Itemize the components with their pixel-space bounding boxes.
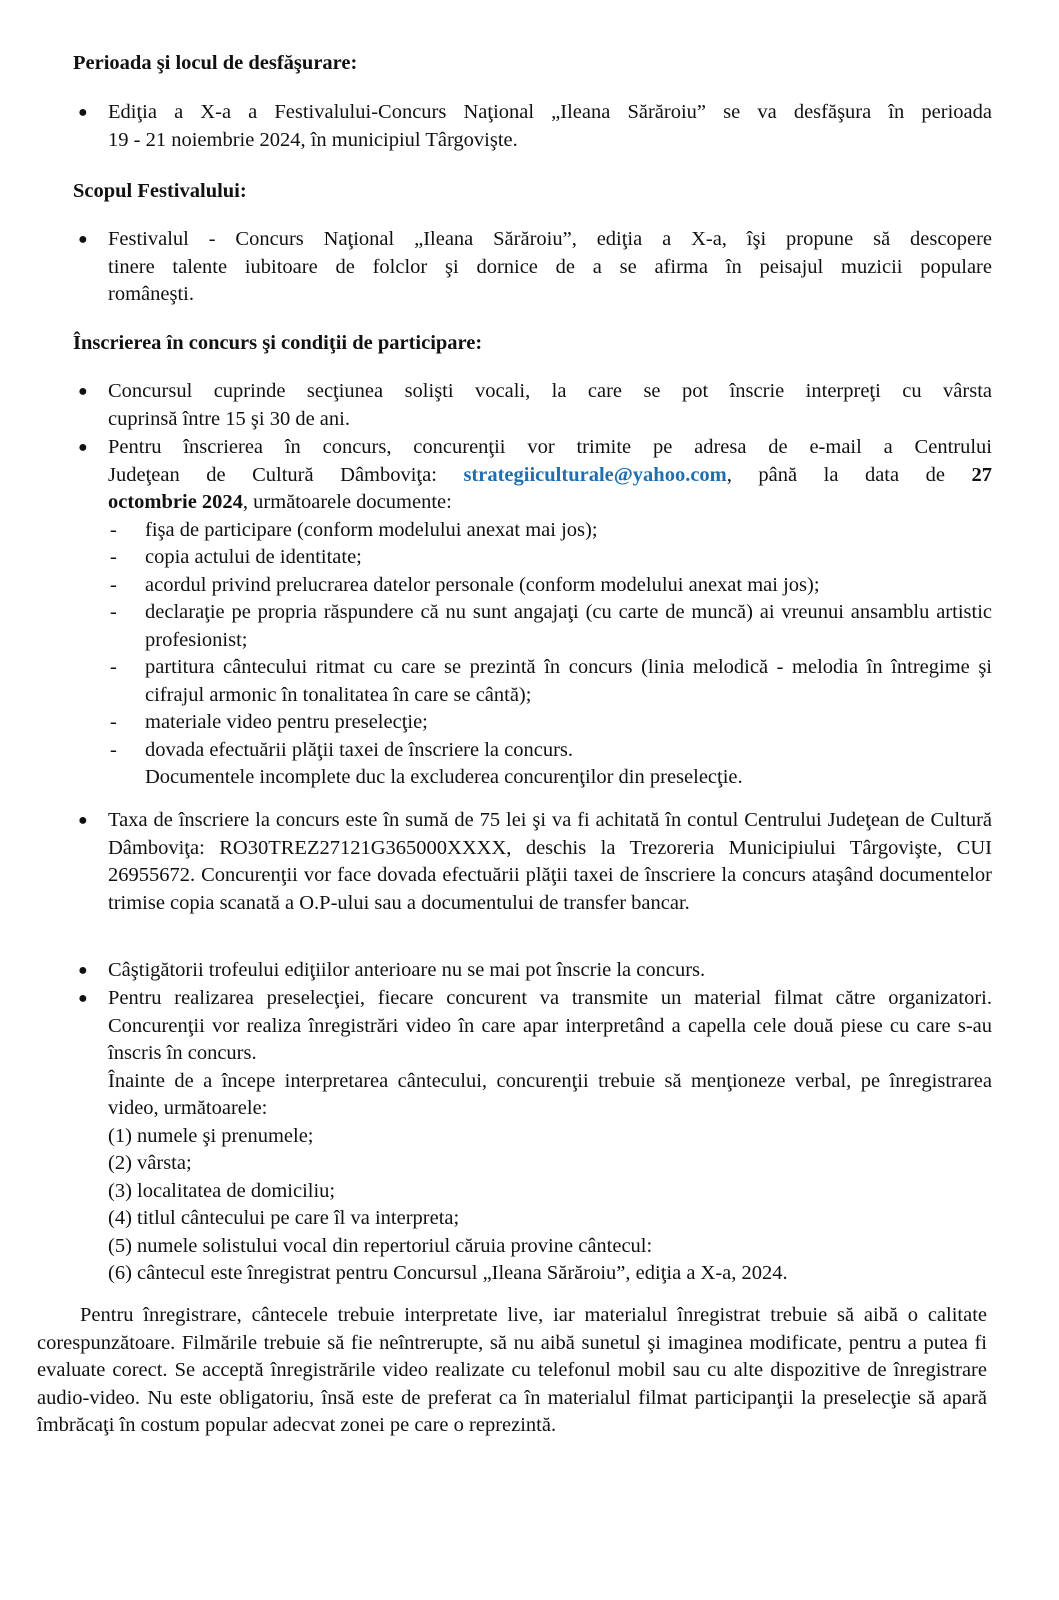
numbered-item: (3) localitatea de domiciliu; [108,1179,336,1202]
dash-icon: - [110,573,117,596]
bullet-registration-fee [78,807,992,917]
dash-icon: - [110,601,117,623]
text-line: cuprinsă între 15 şi 30 de ani. [108,407,350,430]
bullet-icon: ● [78,990,88,1007]
bullet-previous-winners [78,957,992,985]
bullet-age-requirement [78,378,992,433]
document-text: fişa de participare (conform modelului anexat mai jos); [145,518,598,541]
text-line: Pentru înscrierea în concurs, concurenţii vor trimite pe adresa de e-mail a Centrului [108,436,992,458]
bullet-required-documents [78,434,993,792]
dash-icon: - [110,546,117,568]
numbered-item: (5) numele solistului vocal din repertoriul căruia provine cântecul: [108,1234,653,1257]
heading-registration-conditions: Înscrierea în concurs şi condiţii de participare: [73,332,483,354]
deadline-day: 27 [971,463,993,486]
bullet-period [78,99,992,154]
text-line: româneşti. [108,283,194,305]
winners-text: Câştigătorii trofeului ediţiilor anterioare nu se mai pot înscrie la concurs. [108,959,706,981]
text-fragment: , până la data de [726,463,972,486]
numbered-item: (4) titlul cântecului pe care îl va interpreta; [108,1207,460,1229]
text-fragment: Judeţean de Cultură Dâmboviţa: [108,463,464,486]
document-item [108,737,992,765]
preselection-text: Pentru realizarea preselecţiei, fiecare concurent va transmite un material filmat către organizatori. Concurenţii vor realiza înregistrări video în care apar interpretând a capella cele două piese cu care s-au înscris în concurs. [108,987,992,1064]
text-fragment: , următoarele documente: [242,491,452,513]
text-line [108,489,992,517]
dash-icon: - [110,738,117,761]
document-item [108,654,992,709]
text-line: tinere talente iubitoare de folclor şi dornice de a se afirma în peisajul muzicii populare [108,255,992,278]
bullet-preselection [78,985,992,1288]
dash-icon: - [110,711,117,733]
heading-period-location: Perioada şi locul de desfăşurare: [73,52,358,74]
text-line: 19 - 21 noiembrie 2024, în municipiul Târgovişte. [108,128,518,151]
bullet-icon: ● [78,231,88,248]
deadline-month-year: octombrie 2024 [108,491,243,513]
text-line: Concursul cuprinde secţiunea solişti vocali, la care se pot înscrie interpreţi cu vârsta [108,380,992,402]
document-item [108,544,992,572]
document-item [108,517,992,545]
document-item [108,572,992,600]
text-line: Ediţia a X-a a Festivalului-Concurs Naţional „Ileana Sărăroiu” se va desfăşura în perioada [108,101,992,123]
document-item [108,709,992,737]
text-line [108,462,992,490]
document-text: declaraţie pe propria răspundere că nu sunt angajaţi (cu carte de muncă) ai vreunui ansamblu artistic profesionist; [145,601,992,651]
document-text: acordul privind prelucrarea datelor personale (conform modelului anexat mai jos); [145,573,820,596]
numbered-item: (6) cântecul este înregistrat pentru Concursul „Ileana Sărăroiu”, ediţia a X-a, 2024. [108,1262,788,1284]
email-link[interactable]: strategiiculturale@yahoo.com [463,463,727,486]
document-text: dovada efectuării plăţii taxei de înscriere la concurs. [145,738,574,761]
document-text: partitura cântecului ritmat cu care se prezintă în concurs (linia melodică - melodia în întregime şi cifrajul armonic în tonalitatea în care se cântă); [145,656,992,706]
numbered-item: (2) vârsta; [108,1152,192,1174]
bullet-purpose [78,226,992,309]
incomplete-documents-note: Documentele incomplete duc la excluderea concurenţilor din preselecţie. [145,766,743,788]
recording-requirements-paragraph: Pentru înregistrare, cântecele trebuie interpretate live, iar materialul înregistrat trebuie să aibă o calitate corespunzătoare. Filmările trebuie să fie neîntrerupte, să nu aibă sunetul şi imaginea modificate, pentru a putea fi evaluate corect. Se acceptă înregistrările video realizate cu telefonul mobil sau cu alte dispozitive de înregistrare audio-video. Nu este obligatoriu, însă este de preferat ca în materialul filmat participanţii la preselecţie să apară îmbrăcaţi în costum popular adecvat zonei pe care o reprezintă. [37,1304,987,1436]
heading-festival-purpose: Scopul Festivalului: [73,180,247,202]
bullet-icon: ● [78,962,88,979]
document-text: copia actului de identitate; [145,546,362,568]
documents-list [108,517,992,765]
text-line: Festivalul - Concurs Naţional „Ileana Sărăroiu”, ediţia a X-a, îşi propune să descopere [108,228,992,250]
bullet-icon: ● [78,812,88,829]
dash-icon: - [110,656,117,678]
document-text: materiale video pentru preselecţie; [145,711,428,733]
numbered-item: (1) numele şi prenumele; [108,1124,314,1147]
bullet-icon: ● [78,439,88,456]
preselection-intro: Înainte de a începe interpretarea cântecului, concurenţii trebuie să menţioneze verbal, pe înregistrarea video, următoarele: [108,1069,992,1119]
document-item [108,599,992,654]
bullet-icon: ● [78,104,88,121]
dash-icon: - [110,518,117,541]
bullet-icon: ● [78,383,88,400]
fee-text: Taxa de înscriere la concurs este în sumă de 75 lei şi va fi achitată în contul Centrului Judeţean de Cultură Dâmboviţa: RO30TREZ27121G365000XXXX, deschis la Trezoreria Municipiului Târgovişte, CUI 26955672. Concurenţii vor face dovada efectuării plăţii taxei de înscriere la concurs ataşând documentelor trimise copia scanată a O.P-ului sau a documentului de transfer bancar. [108,809,992,914]
